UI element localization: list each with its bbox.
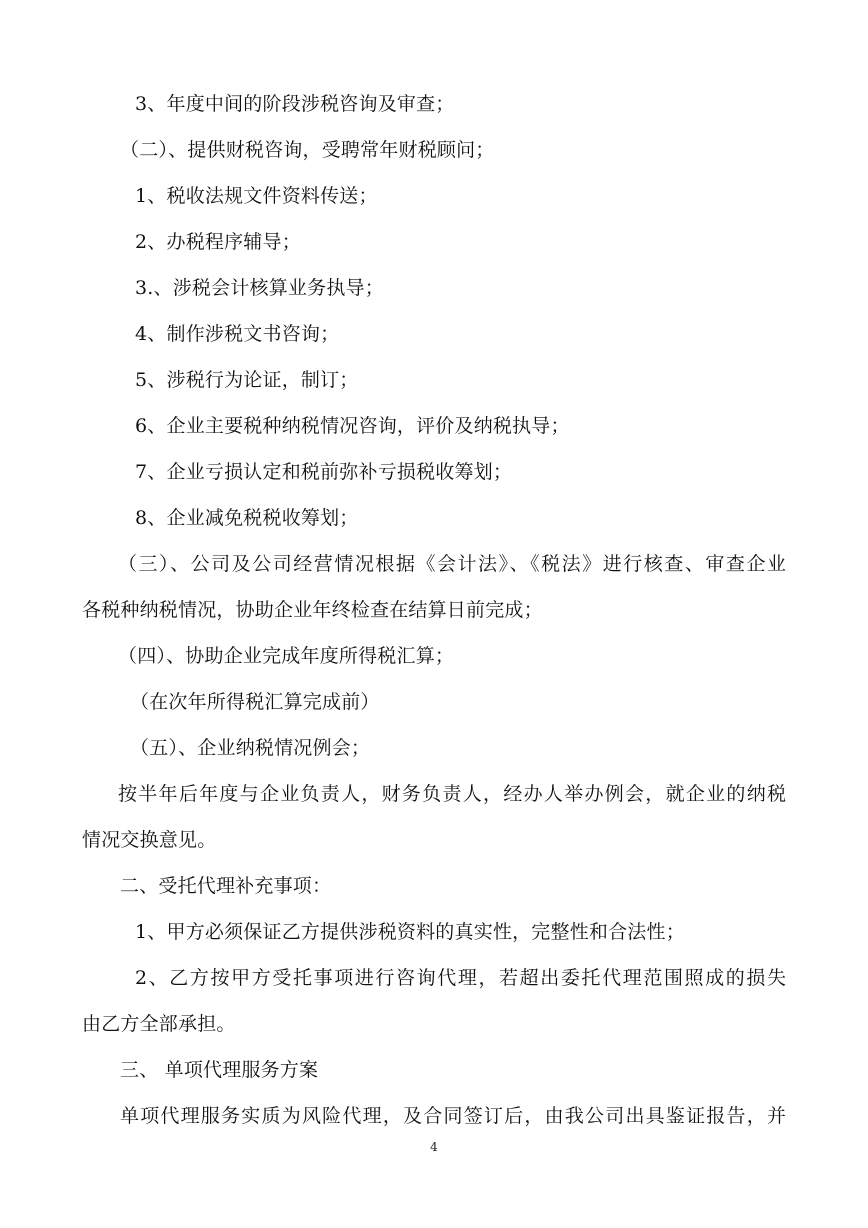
text-line-17: 情况交换意见。	[82, 829, 217, 851]
text-line-20: 2、乙方按甲方受托事项进行咨询代理，若超出委托代理范围照成的损失	[135, 967, 786, 989]
text-line-23: 单项代理服务实质为风险代理，及合同签订后，由我公司出具鉴证报告，并	[120, 1105, 786, 1127]
text-line-1: 3、年度中间的阶段涉税咨询及审查；	[135, 93, 455, 115]
text-line-19: 1、甲方必须保证乙方提供涉税资料的真实性，完整性和合法性；	[135, 921, 685, 943]
page-number: 4	[430, 1140, 438, 1154]
text-line-9: 7、企业亏损认定和税前弥补亏损税收筹划；	[135, 461, 513, 483]
text-line-6: 4、制作涉税文书咨询；	[135, 323, 340, 345]
text-line-18: 二、受托代理补充事项：	[120, 875, 332, 897]
text-line-10: 8、企业减免税税收筹划；	[135, 507, 359, 529]
text-line-7: 5、涉税行为论证，制订；	[135, 369, 359, 391]
text-line-12: 各税种纳税情况，协助企业年终检查在结算日前完成；	[82, 599, 543, 621]
text-line-16: 按半年后年度与企业负责人，财务负责人，经办人举办例会，就企业的纳税	[118, 783, 786, 805]
text-line-8: 6、企业主要税种纳税情况咨询，评价及纳税执导；	[135, 415, 570, 437]
text-line-3: 1、税收法规文件资料传送；	[135, 185, 378, 207]
text-line-13: （四）、协助企业完成年度所得税汇算；	[118, 645, 455, 667]
text-line-21: 由乙方全部承担。	[82, 1013, 236, 1035]
text-line-14: （在次年所得税汇算完成前）	[130, 691, 380, 713]
text-line-15: （五）、企业纳税情况例会；	[130, 737, 371, 759]
text-line-4: 2、办税程序辅导；	[135, 231, 301, 253]
text-line-2: （二）、提供财税咨询，受聘常年财税顾问；	[120, 139, 495, 161]
text-line-5: 3.、涉税会计核算业务执导；	[135, 277, 384, 299]
text-line-22: 三、 单项代理服务方案	[120, 1059, 319, 1081]
text-line-11: （三）、公司及公司经营情况根据《会计法》、《税法》进行核查、审查企业	[118, 553, 786, 575]
